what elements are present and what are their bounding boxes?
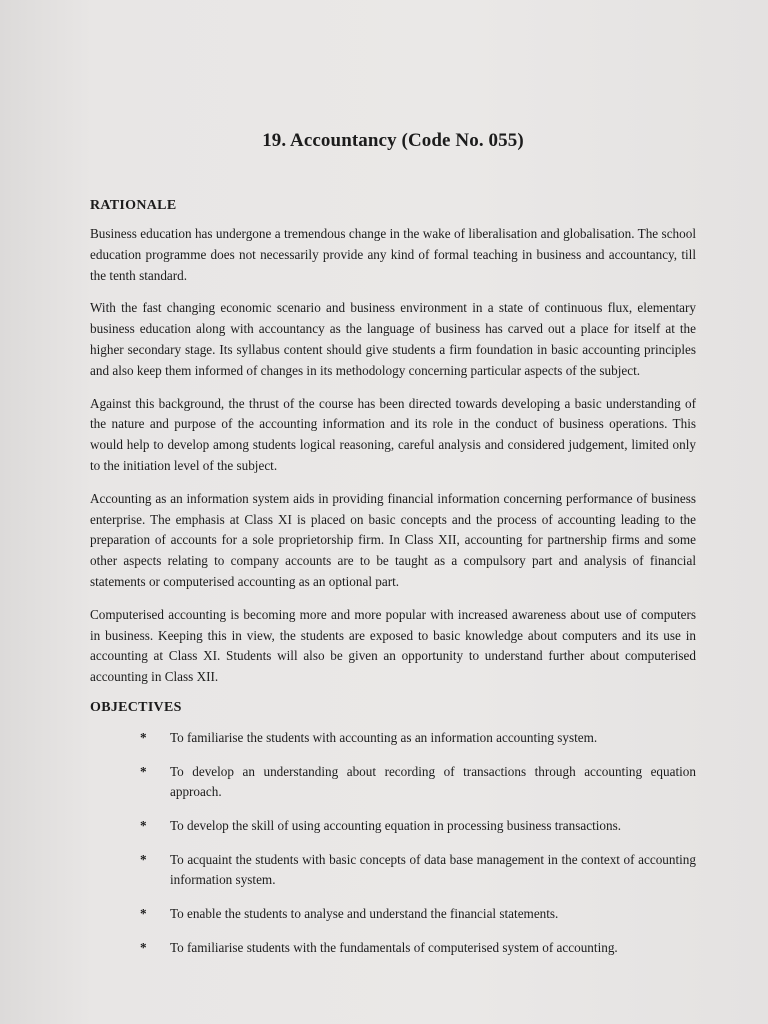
list-item [90, 938, 696, 958]
list-item [90, 904, 696, 924]
bullet-asterisk: * [140, 763, 147, 779]
objective-text: To acquaint the students with basic concepts of data base management in the context of accounting information system. [170, 851, 696, 887]
objective-text: To familiarise students with the fundamentals of computerised system of accounting. [170, 939, 618, 955]
objectives-heading: OBJECTIVES [90, 699, 182, 715]
objective-text: To enable the students to analyse and understand the financial statements. [170, 905, 559, 921]
rationale-paragraph-1: Business education has undergone a tremendous change in the wake of liberalisation and globalisation. The school education programme does not necessarily provide any kind of formal teaching in business and accountancy, till the tenth standard. [90, 226, 696, 283]
list-item [90, 816, 696, 836]
rationale-heading: RATIONALE [90, 198, 177, 213]
list-item [90, 850, 696, 890]
page-title: 19. Accountancy (Code No. 055) [262, 130, 524, 151]
rationale-paragraph-5: Computerised accounting is becoming more and more popular with increased awareness about use of computers in business. Keeping this in view, the students are exposed to basic knowledge about computers and its use in accounting at Class XI. Students will also be given an opportunity to understand further about computerised accounting in Class XII. [90, 606, 696, 685]
list-item [90, 762, 696, 802]
rationale-paragraph-3: Against this background, the thrust of the course has been directed towards developing a basic understanding of the nature and purpose of the accounting information and its role in the conduct of business operations. This would help to develop among students logical reasoning, careful analysis and considered judgement, limited only to the initiation level of the subject. [90, 395, 696, 473]
list-item [90, 728, 696, 748]
bullet-asterisk: * [140, 939, 147, 955]
rationale-paragraph-2: With the fast changing economic scenario and business environment in a state of continuous flux, elementary business education along with accountancy as the language of business has carved out a place for itself at the higher secondary stage. Its syllabus content should give students a firm foundation in basic accounting principles and also keep them informed of changes in its methodology concerning particular aspects of the subject. [90, 300, 696, 378]
objective-text: To familiarise the students with accounting as an information accounting system. [170, 729, 598, 745]
objective-text: To develop an understanding about recording of transactions through accounting equation approach. [170, 763, 696, 799]
bullet-asterisk: * [140, 817, 147, 833]
objectives-list [90, 728, 696, 958]
rationale-paragraph-4: Accounting as an information system aids in providing financial information concerning performance of business enterprise. The emphasis at Class XI is placed on basic concepts and the process of accounting leading to the preparation of accounts for a sole proprietorship firm. In Class XII, accounting for partnership firms and some other aspects relating to company accounts are to be taught as a compulsory part and analysis of financial statements or computerised accounting as an optional part. [90, 490, 696, 589]
rationale-section [90, 198, 696, 688]
objective-text: To develop the skill of using accounting equation in processing business transactions. [170, 817, 622, 833]
bullet-asterisk: * [140, 729, 147, 745]
bullet-asterisk: * [140, 851, 147, 867]
objectives-section [90, 700, 696, 958]
bullet-asterisk: * [140, 905, 147, 921]
